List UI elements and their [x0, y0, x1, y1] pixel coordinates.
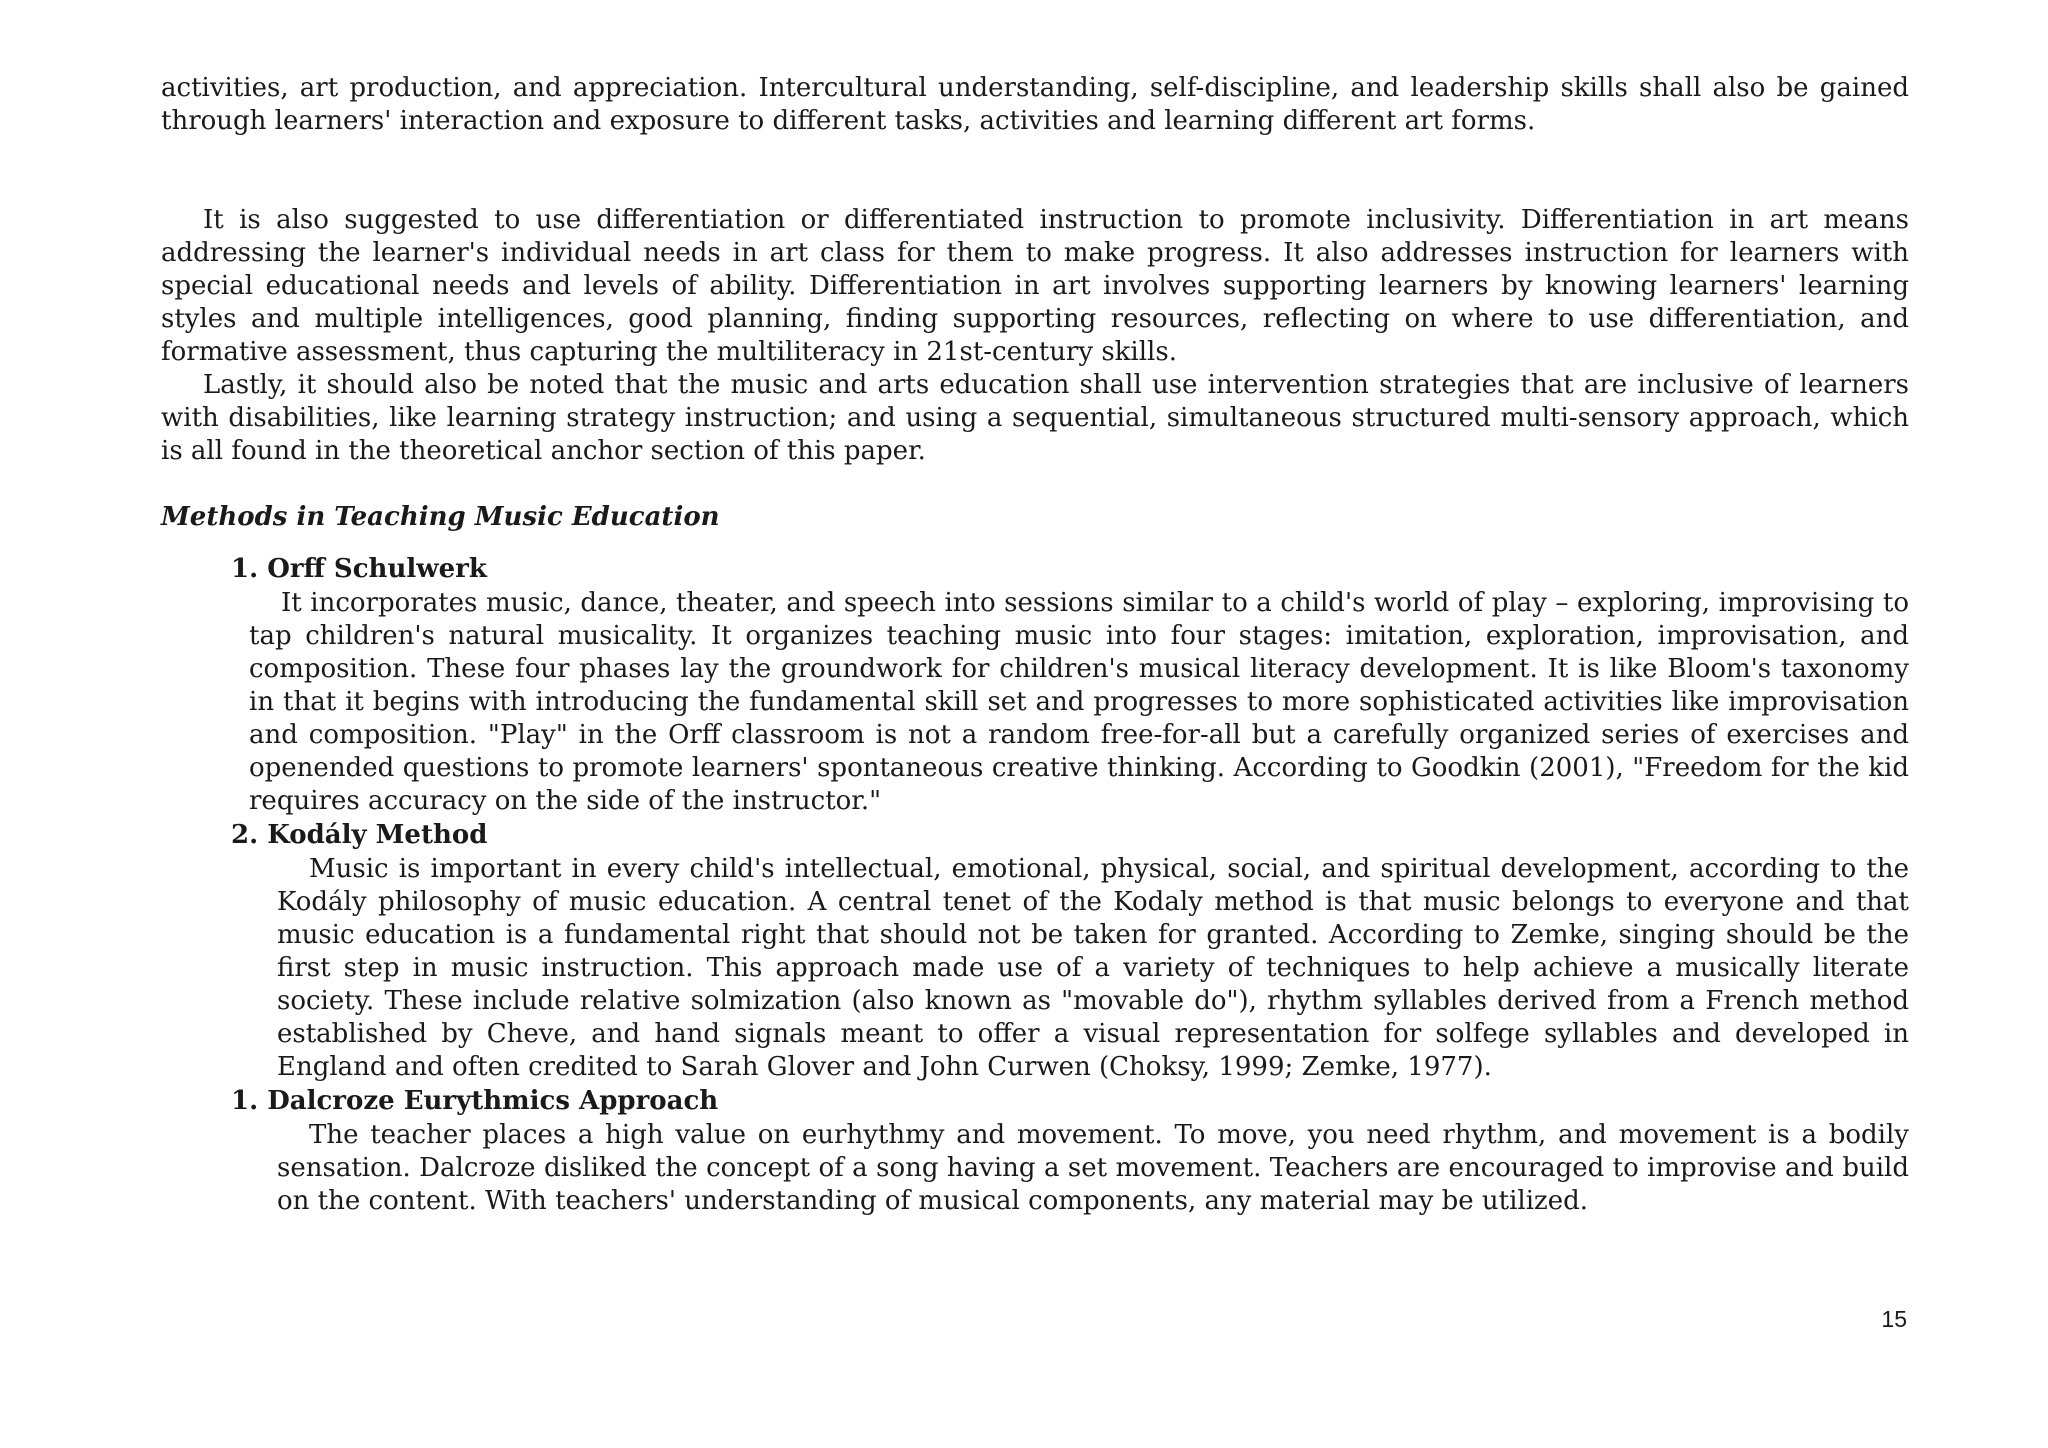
- page-number: 15: [1881, 1306, 1907, 1332]
- method-body: The teacher places a high value on eurhythmy and movement. To move, you need rhythm, and movement is a bodily sensation. Dalcroze disliked the concept of a song having a set movement. Teachers are encouraged to improvise and build on the content. With teachers' understanding of musical components, any material may be utilized.: [277, 1120, 1909, 1216]
- section-heading: Methods in Teaching Music Education: [161, 502, 720, 532]
- method-title: 2. Kodály Method: [231, 820, 488, 850]
- method-body: It incorporates music, dance, theater, and speech into sessions similar to a child's world of play – exploring, improvising to tap children's natural musicality. It organizes teaching music into four stages: imitation, exploration, improvisation, and composition. These four phases lay the groundwork for children's musical literacy development. It is like Bloom's taxonomy in that it begins with introducing the fundamental skill set and progresses to more sophisticated activities like improvisation and composition. "Play" in the Orff classroom is not a random free-for-all but a carefully organized series of exercises and openended questions to promote learners' spontaneous creative thinking. According to Goodkin (2001), "Freedom for the kid requires accuracy on the side of the instructor.": [249, 588, 1909, 816]
- differentiation-paragraph: It is also suggested to use differentiation or differentiated instruction to promote inclusivity. Differentiation in art means addressing the learner's individual needs in art class for them to make progress. It also addresses instruction for learners with special educational needs and levels of ability. Differentiation in art involves supporting learners by knowing learners' learning styles and multiple intelligences, good planning, finding supporting resources, reflecting on where to use differentiation, and formative assessment, thus capturing the multiliteracy in 21st-century skills.: [161, 205, 1909, 367]
- method-dalcroze: [161, 1084, 1909, 1218]
- method-orff-schulwerk: [161, 552, 1909, 818]
- method-title: 1. Orff Schulwerk: [231, 554, 487, 584]
- page-content: [161, 72, 1909, 1218]
- method-kodaly: [161, 818, 1909, 1084]
- lastly-paragraph: Lastly, it should also be noted that the music and arts education shall use intervention strategies that are inclusive of learners with disabilities, like learning strategy instruction; and using a sequential, simultaneous structured multi-sensory approach, which is all found in the theoretical anchor section of this paper.: [161, 370, 1909, 466]
- intro-continuation-paragraph: activities, art production, and appreciation. Intercultural understanding, self-discipline, and leadership skills shall also be gained through learners' interaction and exposure to different tasks, activities and learning different art forms.: [161, 73, 1909, 136]
- method-body: Music is important in every child's intellectual, emotional, physical, social, and spiritual development, according to the Kodály philosophy of music education. A central tenet of the Kodaly method is that music belongs to everyone and that music education is a fundamental right that should not be taken for granted. According to Zemke, singing should be the first step in music instruction. This approach made use of a variety of techniques to help achieve a musically literate society. These include relative solmization (also known as "movable do"), rhythm syllables derived from a French method established by Cheve, and hand signals meant to offer a visual representation for solfege syllables and developed in England and often credited to Sarah Glover and John Curwen (Choksy, 1999; Zemke, 1977).: [277, 854, 1909, 1082]
- method-title: 1. Dalcroze Eurythmics Approach: [231, 1086, 719, 1116]
